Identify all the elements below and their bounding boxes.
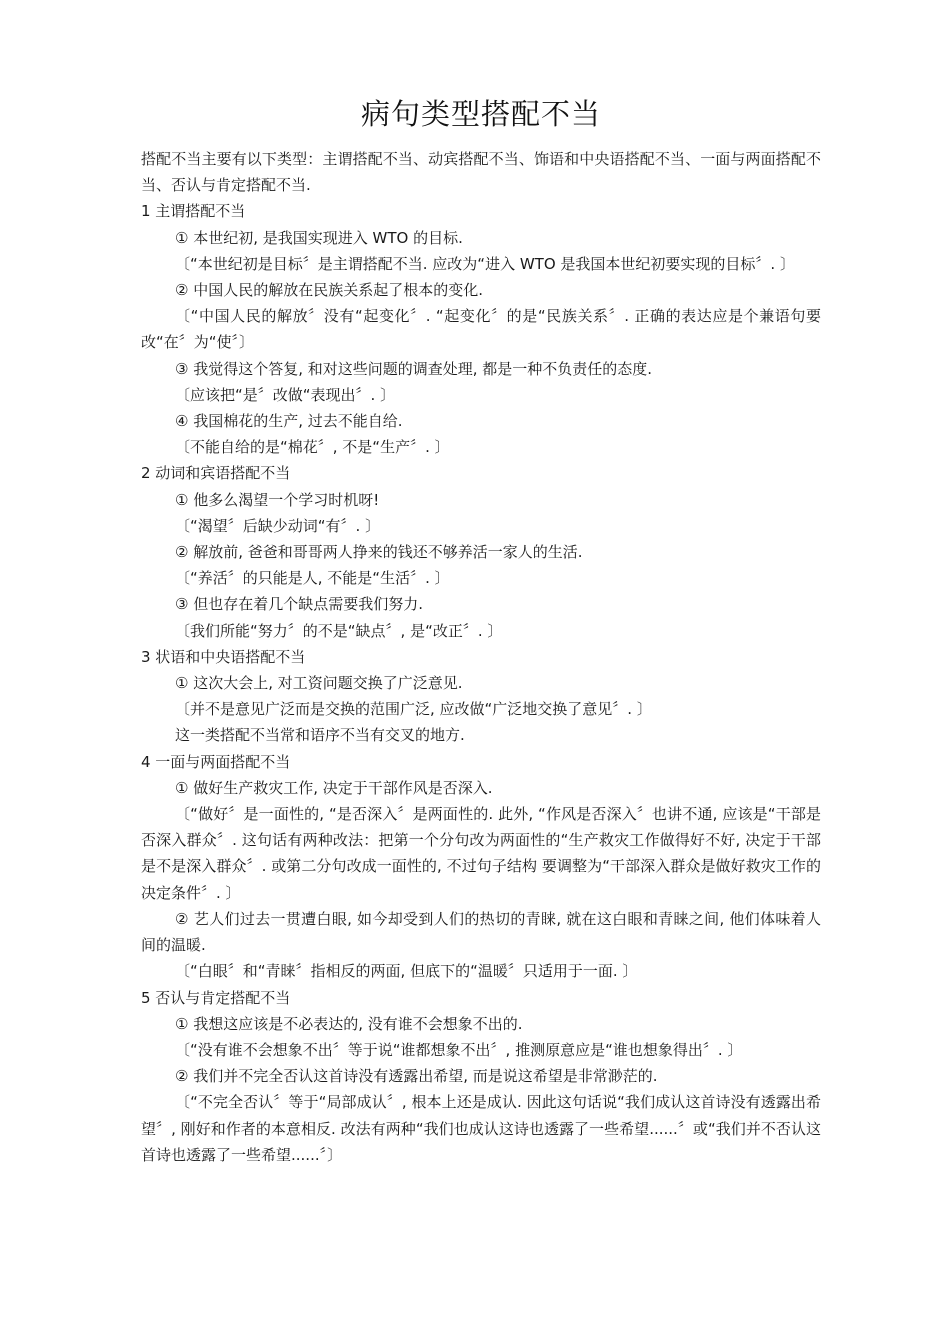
document-body xyxy=(141,146,821,1168)
paragraph: 〔“本世纪初是目标〞是主谓搭配不当. 应改为“进入 WTO 是我国本世纪初要实现的目标〞. 〕 xyxy=(175,254,795,273)
paragraph: ② 中国人民的解放在民族关系起了根本的变化. xyxy=(175,281,483,300)
section-heading: 5 否认与肯定搭配不当 xyxy=(141,988,291,1007)
section-heading: 2 动词和宾语搭配不当 xyxy=(141,464,291,483)
paragraph: ③ 但也存在着几个缺点需要我们努力. xyxy=(175,595,423,614)
paragraph: ① 这次大会上, 对工资问题交换了广泛意见. xyxy=(175,674,463,693)
paragraph: 〔“渴望〞后缺少动词“有〞. 〕 xyxy=(175,516,381,535)
paragraph: ③ 我觉得这个答复, 和对这些问题的调查处理, 都是一种不负责任的态度. xyxy=(175,359,653,378)
section-heading: 4 一面与两面搭配不当 xyxy=(141,752,291,771)
paragraph: ② 艺人们过去一贯遭白眼, 如今却受到人们的热切的青睐, 就在这白眼和青睐之间, 他们体味着人间的温暖. xyxy=(141,909,821,955)
paragraph: 〔并不是意见广泛而是交换的范围广泛, 应改做“广泛地交换了意见〞. 〕 xyxy=(175,700,652,719)
section-heading: 1 主谓搭配不当 xyxy=(141,202,246,221)
paragraph: 搭配不当主要有以下类型：主谓搭配不当、动宾搭配不当、饰语和中央语搭配不当、一面与两面搭配不当、否认与肯定搭配不当. xyxy=(141,150,821,195)
paragraph: ① 他多么渴望一个学习时机呀! xyxy=(175,490,380,509)
paragraph: 〔“没有谁不会想象不出〞等于说“谁都想象不出〞, 推测原意应是“谁也想象得出〞. 〕 xyxy=(175,1040,743,1059)
paragraph: 〔“做好〞是一面性的, “是否深入〞是两面性的. 此外, “作风是否深入〞也讲不通, 应该是“干部是否深入群众〞. 这句话有两种改法：把第一个分句改为两面性的“生产救灾工作做得好不好, 决定于干部是不是深入群众〞. 或第二分句改成一面性的, 不过句子结构 要调整为“干部深入群众是做好救灾工作的决定条件〞. 〕 xyxy=(141,805,821,902)
paragraph: ④ 我国棉花的生产, 过去不能自给. xyxy=(175,412,403,431)
paragraph: 〔应该把“是〞改做“表现出〞. 〕 xyxy=(175,385,396,404)
paragraph: 这一类搭配不当常和语序不当有交叉的地方. xyxy=(175,726,465,745)
paragraph: ② 我们并不完全否认这首诗没有透露出希望, 而是说这希望是非常渺茫的. xyxy=(175,1067,658,1086)
paragraph: 〔“养活〞的只能是人, 不能是“生活〞. 〕 xyxy=(175,569,450,588)
paragraph: ① 本世纪初, 是我国实现进入 WTO 的目标. xyxy=(175,228,463,247)
paragraph: ① 做好生产救灾工作, 决定于干部作风是否深入. xyxy=(175,778,493,797)
paragraph: 〔不能自给的是“棉花〞, 不是“生产〞. 〕 xyxy=(175,438,450,457)
paragraph: 〔“白眼〞和“青睐〞指相反的两面, 但底下的“温暖〞只适用于一面. 〕 xyxy=(175,962,638,981)
section-heading: 3 状语和中央语搭配不当 xyxy=(141,647,306,666)
paragraph: 〔“不完全否认〞等于“局部成认〞, 根本上还是成认. 因此这句话说“我们成认这首诗没有透露出希望〞, 刚好和作者的本意相反. 改法有两种“我们也成认这诗也透露了一些希望......〞或“我们并不否认这首诗也透露了一些希望......〞〕 xyxy=(141,1093,821,1164)
document-page xyxy=(141,92,821,1168)
paragraph: 〔“中国人民的解放〞没有“起变化〞. “起变化〞的是“民族关系〞. 正确的表达应是个兼语句要改“在〞为“使〞〕 xyxy=(141,307,821,352)
paragraph: ② 解放前, 爸爸和哥哥两人挣来的钱还不够养活一家人的生活. xyxy=(175,543,583,562)
paragraph: 〔我们所能“努力〞的不是“缺点〞, 是“改正〞. 〕 xyxy=(175,621,503,640)
page-title: 病句类型搭配不当 xyxy=(360,97,601,131)
paragraph: ① 我想这应该是不必表达的, 没有谁不会想象不出的. xyxy=(175,1014,523,1033)
